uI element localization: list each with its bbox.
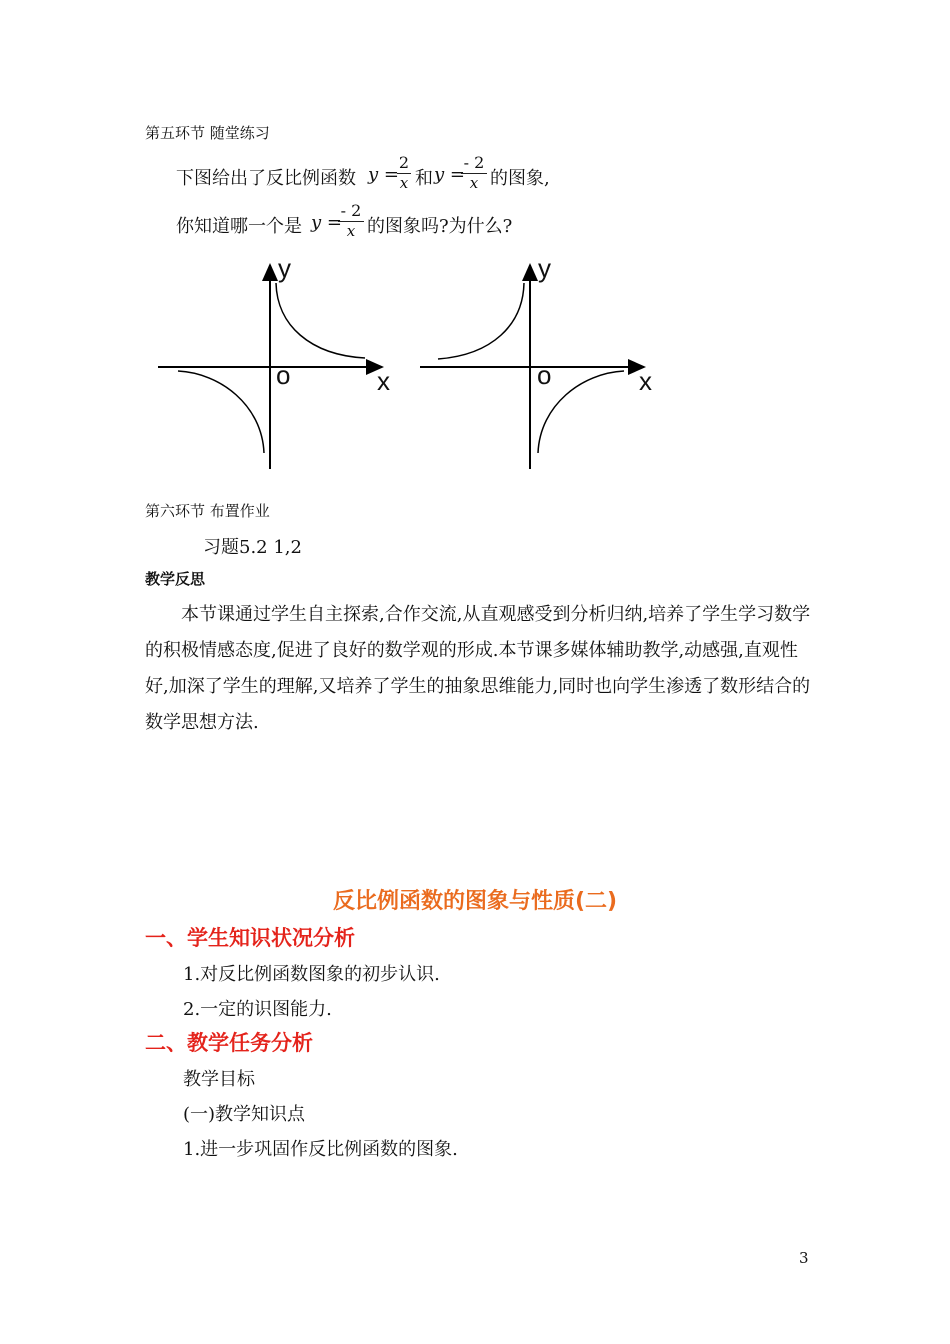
fraction-neg2-over-x: [461, 154, 487, 191]
fraction-denominator: x: [469, 174, 479, 192]
graph-right: [412, 255, 652, 475]
hyperbola-branch-q2: [438, 283, 524, 359]
question-line1-prefix: 下图给出了反比例函数: [176, 168, 356, 189]
graph-left-y-label: y: [278, 253, 291, 283]
lesson-title: 反比例函数的图象与性质(二): [332, 889, 618, 914]
part1-item-1: 1.对反比例函数图象的初步认识.: [183, 964, 440, 985]
and-word: 和: [415, 168, 433, 189]
y-equals-2: y =: [434, 164, 465, 185]
graph-right-y-label: y: [538, 253, 551, 283]
fraction-denominator: x: [346, 222, 356, 240]
hyperbola-branch-q1: [276, 283, 365, 358]
section6-heading: 第六环节 布置作业: [145, 502, 270, 520]
fraction-denominator: x: [399, 174, 409, 192]
hyperbola-branch-q3: [178, 371, 264, 453]
graph-left-x-label: x: [377, 366, 390, 396]
y-equals-1: y =: [368, 164, 399, 185]
reflection-heading: 教学反思: [145, 570, 206, 588]
fraction-neg2-over-x-2: [338, 202, 364, 239]
reflection-paragraph: 本节课通过学生自主探索,合作交流,从直观感受到分析归纳,培养了学生学习数学的积极情感态度,促进了良好的数学观的形成.本节课多媒体辅助教学,动感强,直观性好,加深了学生的理解,又培养了学生的抽象思维能力,同时也向学生渗透了数形结合的数学思想方法.: [145, 604, 811, 733]
graph-right-x-label: x: [639, 366, 652, 396]
graph-left: [150, 255, 390, 475]
fraction-numerator: - 2: [340, 201, 362, 220]
question-line2-suffix: 的图象吗?为什么?: [367, 216, 513, 237]
knowledge-label: (一)教学知识点: [183, 1104, 306, 1125]
section5-heading: 第五环节 随堂练习: [145, 124, 270, 142]
fraction-2-over-x: [397, 154, 411, 191]
part2-heading: 二、教学任务分析: [145, 1031, 313, 1055]
page-number: 3: [799, 1249, 809, 1267]
goals-label: 教学目标: [183, 1069, 255, 1090]
knowledge-item-1: 1.进一步巩固作反比例函数的图象.: [183, 1139, 458, 1160]
part1-heading: 一、学生知识状况分析: [145, 926, 355, 950]
graph-left-origin-label: o: [276, 360, 291, 390]
question-line1-suffix: 的图象,: [490, 168, 550, 189]
homework-text: 习题5.2 1,2: [203, 537, 302, 558]
part1-item-2: 2.一定的识图能力.: [183, 999, 332, 1020]
y-equals-3: y =: [311, 212, 342, 233]
fraction-numerator: - 2: [463, 153, 485, 172]
fraction-numerator: 2: [398, 153, 410, 172]
graph-right-origin-label: o: [537, 360, 552, 390]
question-line2-prefix: 你知道哪一个是: [176, 216, 302, 237]
